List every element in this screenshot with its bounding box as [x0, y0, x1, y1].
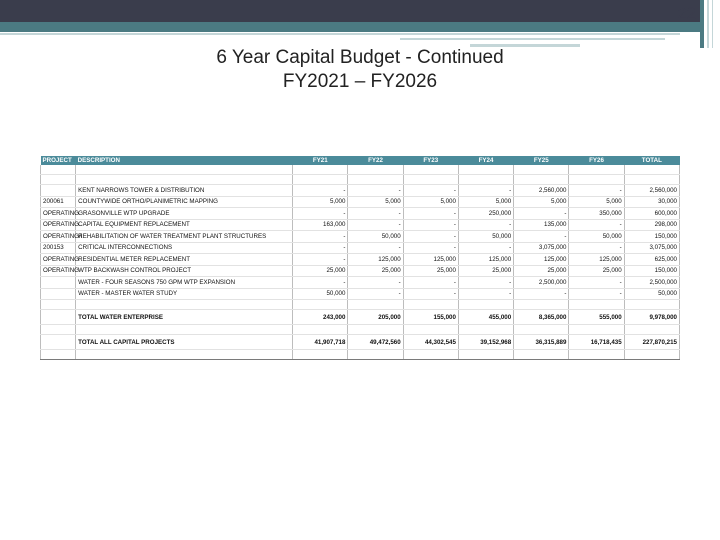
cell-fy23: - [403, 185, 458, 197]
cell-fy21: - [293, 242, 348, 254]
cell-fy23: - [403, 288, 458, 300]
cell-fy22: - [348, 185, 403, 197]
cell-fy25: 135,000 [514, 219, 569, 231]
spacer-row [41, 350, 680, 360]
cell-fy24: 39,152,968 [458, 335, 513, 350]
header-bar-teal [0, 22, 700, 32]
header-total: TOTAL [624, 156, 679, 165]
cell-total: 3,075,000 [624, 242, 679, 254]
spacer-row [41, 175, 680, 185]
cell-fy26: 555,000 [569, 310, 624, 325]
cell-total: 600,000 [624, 208, 679, 220]
cell-fy24: 5,000 [458, 196, 513, 208]
header-edge-stripe [700, 0, 704, 48]
cell-total: 227,870,215 [624, 335, 679, 350]
cell-total: 625,000 [624, 254, 679, 266]
cell-fy21: - [293, 254, 348, 266]
spacer-row [41, 165, 680, 175]
cell-total: 2,500,000 [624, 277, 679, 289]
table-row [41, 219, 680, 231]
header-project: PROJECT [41, 156, 76, 165]
cell-fy26: 50,000 [569, 231, 624, 243]
cell-fy23: - [403, 219, 458, 231]
cell-fy25: 25,000 [514, 265, 569, 277]
cell-project: OPERATING [41, 208, 76, 220]
cell-fy26: 25,000 [569, 265, 624, 277]
cell-fy22: 5,000 [348, 196, 403, 208]
cell-description: GRASONVILLE WTP UPGRADE [76, 208, 293, 220]
cell-fy24: 250,000 [458, 208, 513, 220]
cell-fy23: 44,302,545 [403, 335, 458, 350]
cell-fy21: 50,000 [293, 288, 348, 300]
cell-fy23: 125,000 [403, 254, 458, 266]
cell-description: TOTAL WATER ENTERPRISE [76, 310, 293, 325]
title-line-2: FY2021 – FY2026 [282, 71, 438, 92]
cell-fy22: - [348, 219, 403, 231]
cell-fy25: 2,560,000 [514, 185, 569, 197]
cell-fy24: - [458, 277, 513, 289]
cell-fy25: 36,315,889 [514, 335, 569, 350]
table-header-row [41, 156, 680, 165]
cell-fy24: - [458, 242, 513, 254]
table-row [41, 254, 680, 266]
cell-fy21: 5,000 [293, 196, 348, 208]
cell-fy21: 243,000 [293, 310, 348, 325]
cell-fy22: - [348, 288, 403, 300]
cell-fy26: 350,000 [569, 208, 624, 220]
table-row [41, 208, 680, 220]
cell-fy26: - [569, 185, 624, 197]
cell-fy23: 25,000 [403, 265, 458, 277]
header-bar-dark [0, 0, 700, 22]
cell-fy22: 125,000 [348, 254, 403, 266]
spacer-row [41, 300, 680, 310]
cell-fy25: - [514, 288, 569, 300]
cell-fy24: 25,000 [458, 265, 513, 277]
cell-fy26: - [569, 242, 624, 254]
cell-fy23: - [403, 242, 458, 254]
cell-fy24: 50,000 [458, 231, 513, 243]
cell-fy21: 163,000 [293, 219, 348, 231]
cell-fy21: - [293, 185, 348, 197]
cell-description: KENT NARROWS TOWER & DISTRIBUTION [76, 185, 293, 197]
cell-fy24: 125,000 [458, 254, 513, 266]
cell-fy21: 25,000 [293, 265, 348, 277]
slide-number: 22 [677, 4, 696, 23]
cell-fy26: - [569, 288, 624, 300]
cell-fy25: - [514, 231, 569, 243]
cell-total: 298,000 [624, 219, 679, 231]
cell-fy23: - [403, 277, 458, 289]
total-all-row [41, 335, 680, 350]
cell-fy22: - [348, 242, 403, 254]
cell-fy23: - [403, 208, 458, 220]
header-fy26: FY26 [569, 156, 624, 165]
cell-fy24: 455,000 [458, 310, 513, 325]
cell-fy25: 125,000 [514, 254, 569, 266]
table-row [41, 185, 680, 197]
header-fy22: FY22 [348, 156, 403, 165]
cell-fy26: 125,000 [569, 254, 624, 266]
cell-fy25: 3,075,000 [514, 242, 569, 254]
header-edge-stripe [707, 0, 709, 48]
cell-project [41, 185, 76, 197]
cell-fy25: 8,365,000 [514, 310, 569, 325]
cell-total: 150,000 [624, 265, 679, 277]
cell-total: 2,560,000 [624, 185, 679, 197]
cell-project: OPERATING [41, 219, 76, 231]
cell-fy21: - [293, 277, 348, 289]
cell-project [41, 310, 76, 325]
cell-fy24: - [458, 219, 513, 231]
cell-project [41, 277, 76, 289]
cell-project [41, 335, 76, 350]
table-row [41, 196, 680, 208]
spacer-row [41, 325, 680, 335]
table-row [41, 231, 680, 243]
slide-title [0, 46, 720, 94]
cell-fy21: 41,907,718 [293, 335, 348, 350]
cell-fy25: 2,500,000 [514, 277, 569, 289]
title-line-1: 6 Year Capital Budget - Continued [216, 47, 504, 68]
cell-fy23: 5,000 [403, 196, 458, 208]
cell-project: OPERATING [41, 265, 76, 277]
header-fy23: FY23 [403, 156, 458, 165]
cell-fy22: 25,000 [348, 265, 403, 277]
cell-project: OPERATING [41, 254, 76, 266]
cell-fy21: - [293, 231, 348, 243]
cell-fy22: 205,000 [348, 310, 403, 325]
cell-fy24: - [458, 288, 513, 300]
cell-description: WATER - MASTER WATER STUDY [76, 288, 293, 300]
cell-fy26: - [569, 277, 624, 289]
cell-project: 200061 [41, 196, 76, 208]
cell-fy26: 16,718,435 [569, 335, 624, 350]
cell-description: TOTAL ALL CAPITAL PROJECTS [76, 335, 293, 350]
cell-total: 50,000 [624, 288, 679, 300]
cell-project: OPERATING/I [41, 231, 76, 243]
cell-fy25: - [514, 208, 569, 220]
header-edge-stripe [712, 0, 713, 48]
cell-description: WTP BACKWASH CONTROL PROJECT [76, 265, 293, 277]
table-row [41, 277, 680, 289]
header-fy25: FY25 [514, 156, 569, 165]
cell-fy25: 5,000 [514, 196, 569, 208]
cell-fy22: 50,000 [348, 231, 403, 243]
header-fy24: FY24 [458, 156, 513, 165]
cell-description: WATER - FOUR SEASONS 750 GPM WTP EXPANSION [76, 277, 293, 289]
cell-fy21: - [293, 208, 348, 220]
header-fy21: FY21 [293, 156, 348, 165]
cell-fy23: 155,000 [403, 310, 458, 325]
table-row [41, 288, 680, 300]
cell-fy22: - [348, 208, 403, 220]
cell-fy26: 5,000 [569, 196, 624, 208]
cell-fy22: - [348, 277, 403, 289]
header-stripe [0, 33, 680, 35]
cell-description: COUNTYWIDE ORTHO/PLANIMETRIC MAPPING [76, 196, 293, 208]
cell-total: 9,978,000 [624, 310, 679, 325]
cell-fy23: - [403, 231, 458, 243]
cell-fy22: 49,472,560 [348, 335, 403, 350]
cell-fy24: - [458, 185, 513, 197]
cell-project [41, 288, 76, 300]
cell-total: 150,000 [624, 231, 679, 243]
cell-description: CRITICAL INTERCONNECTIONS [76, 242, 293, 254]
cell-description: CAPITAL EQUIPMENT REPLACEMENT [76, 219, 293, 231]
cell-description: REHABILITATION OF WATER TREATMENT PLANT STRUCTURES [76, 231, 293, 243]
table-row [41, 265, 680, 277]
capital-budget-table [40, 156, 680, 360]
header-stripe [400, 38, 665, 40]
header-description: DESCRIPTION [76, 156, 293, 165]
cell-project: 200153 [41, 242, 76, 254]
total-water-row [41, 310, 680, 325]
table-row [41, 242, 680, 254]
cell-total: 30,000 [624, 196, 679, 208]
cell-description: RESIDENTIAL METER REPLACEMENT [76, 254, 293, 266]
cell-fy26: - [569, 219, 624, 231]
